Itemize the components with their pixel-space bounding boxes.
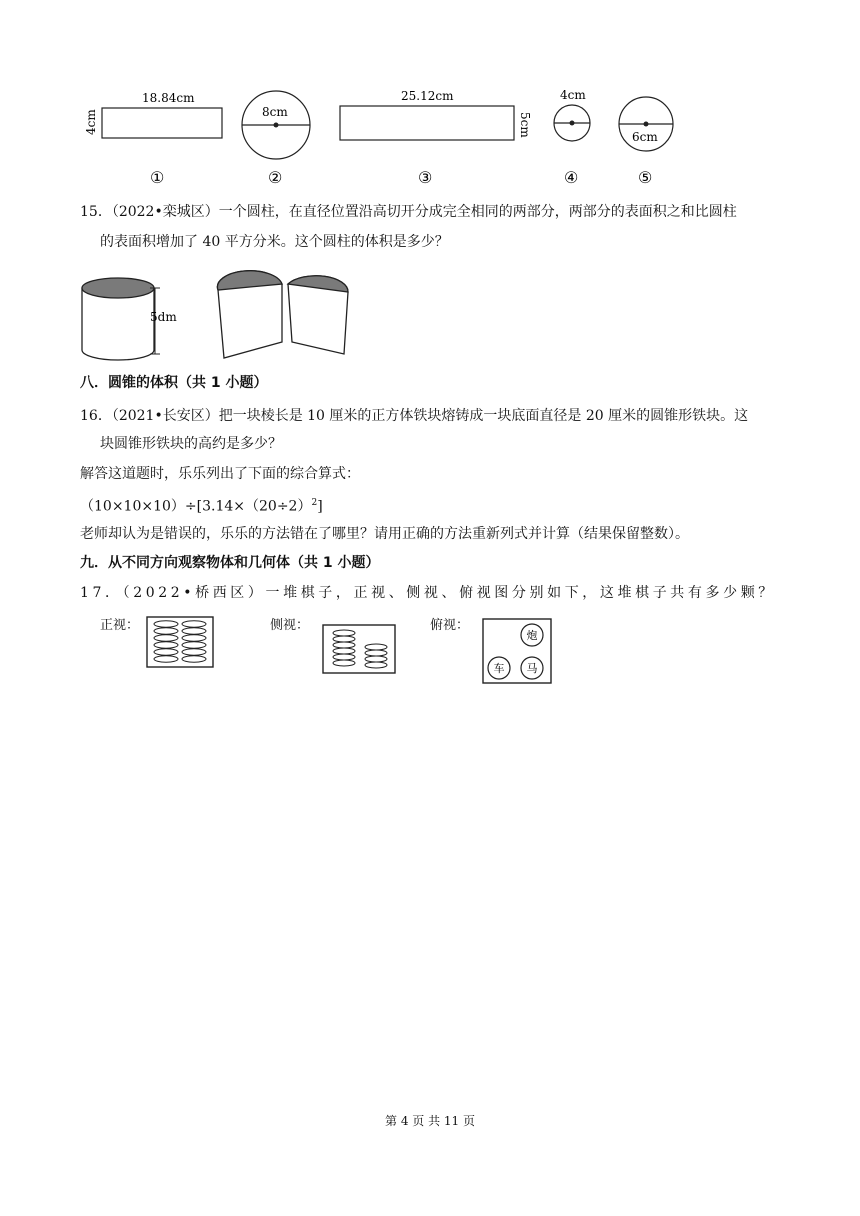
side-view-label: 侧视： — [270, 618, 310, 633]
side-view-figure — [322, 624, 398, 676]
piece-ma — [521, 657, 543, 679]
formula-close: ] — [317, 498, 323, 515]
front-stack-left — [154, 621, 178, 662]
piece-ma-char: 马 — [526, 662, 538, 675]
shape-1-number: ① — [150, 168, 165, 187]
q16-line-1: 16．（2021•长安区）把一块棱长是 10 厘米的正方体铁块熔铸成一块底面直径是 20 厘米的圆锥形铁块。这 — [80, 408, 749, 424]
top-view-figure — [482, 618, 554, 686]
page-footer: 第 4 页 共 11 页 — [385, 1114, 475, 1128]
q16-line-5: 老师却认为是错误的，乐乐的方法错在了哪里？请用正确的方法重新列式并计算（结果保留整数）。 — [80, 526, 689, 542]
piece-pao — [521, 624, 543, 646]
q16-line-2: 块圆锥形铁块的高约是多少？ — [100, 436, 282, 452]
cylinder-half-right — [288, 276, 348, 354]
shape-3-length-label: 25.12cm — [401, 89, 454, 103]
section-9-heading: 九．从不同方向观察物体和几何体（共 1 小题） — [80, 555, 380, 571]
height-label: 5dm — [150, 310, 177, 324]
shape-1-rectangle — [84, 91, 222, 187]
section-8-heading: 八．圆锥的体积（共 1 小题） — [80, 375, 268, 391]
shape-2-number: ② — [268, 168, 283, 187]
shape-4-diameter-label: 4cm — [560, 88, 586, 102]
shape-3-side-label: 5cm — [518, 112, 532, 138]
q17-line-1: 17．（2022•桥西区）一堆棋子，正视、侧视、俯视图分别如下，这堆棋子共有多少颗？ — [80, 585, 776, 601]
shape-2-diameter-label: 8cm — [262, 105, 288, 119]
shape-2-circle — [242, 91, 310, 187]
cylinder-half-left — [217, 271, 282, 358]
shape-1-side-label: 4cm — [84, 109, 98, 135]
shape-3-number: ③ — [418, 168, 433, 187]
shape-5-circle — [619, 97, 673, 187]
formula-main: （10×10×10）÷[3.14×（20÷2） — [80, 498, 312, 515]
side-stack-tall — [333, 630, 355, 666]
shape-5-diameter-label: 6cm — [632, 130, 658, 144]
front-view-figure — [146, 616, 216, 670]
piece-pao-char: 炮 — [526, 629, 538, 642]
figure-shapes — [80, 80, 700, 190]
q16-line-3: 解答这道题时，乐乐列出了下面的综合算式： — [80, 466, 360, 482]
front-stack-right — [182, 621, 206, 662]
shape-4-number: ④ — [564, 168, 579, 187]
shape-1-length-label: 18.84cm — [142, 91, 195, 105]
piece-che — [488, 657, 510, 679]
shape-3-rectangle — [340, 89, 532, 187]
shape-5-number: ⑤ — [638, 168, 653, 187]
q16-formula — [80, 493, 323, 517]
front-view-label: 正视： — [100, 618, 140, 633]
q15-line-2: 的表面积增加了 40 平方分米。这个圆柱的体积是多少？ — [100, 234, 449, 250]
cylinder-whole — [82, 278, 177, 360]
formula-exponent: 2 — [311, 498, 318, 508]
shape-4-circle — [554, 88, 590, 187]
top-view-label: 俯视： — [430, 618, 470, 633]
q15-cylinder-figure — [78, 262, 358, 372]
side-stack-short — [365, 644, 387, 668]
piece-che-char: 车 — [493, 662, 505, 675]
q15-line-1: 15．（2022•栾城区）一个圆柱，在直径位置沿高切开分成完全相同的两部分，两部分的表面积之和比圆柱 — [80, 204, 737, 220]
